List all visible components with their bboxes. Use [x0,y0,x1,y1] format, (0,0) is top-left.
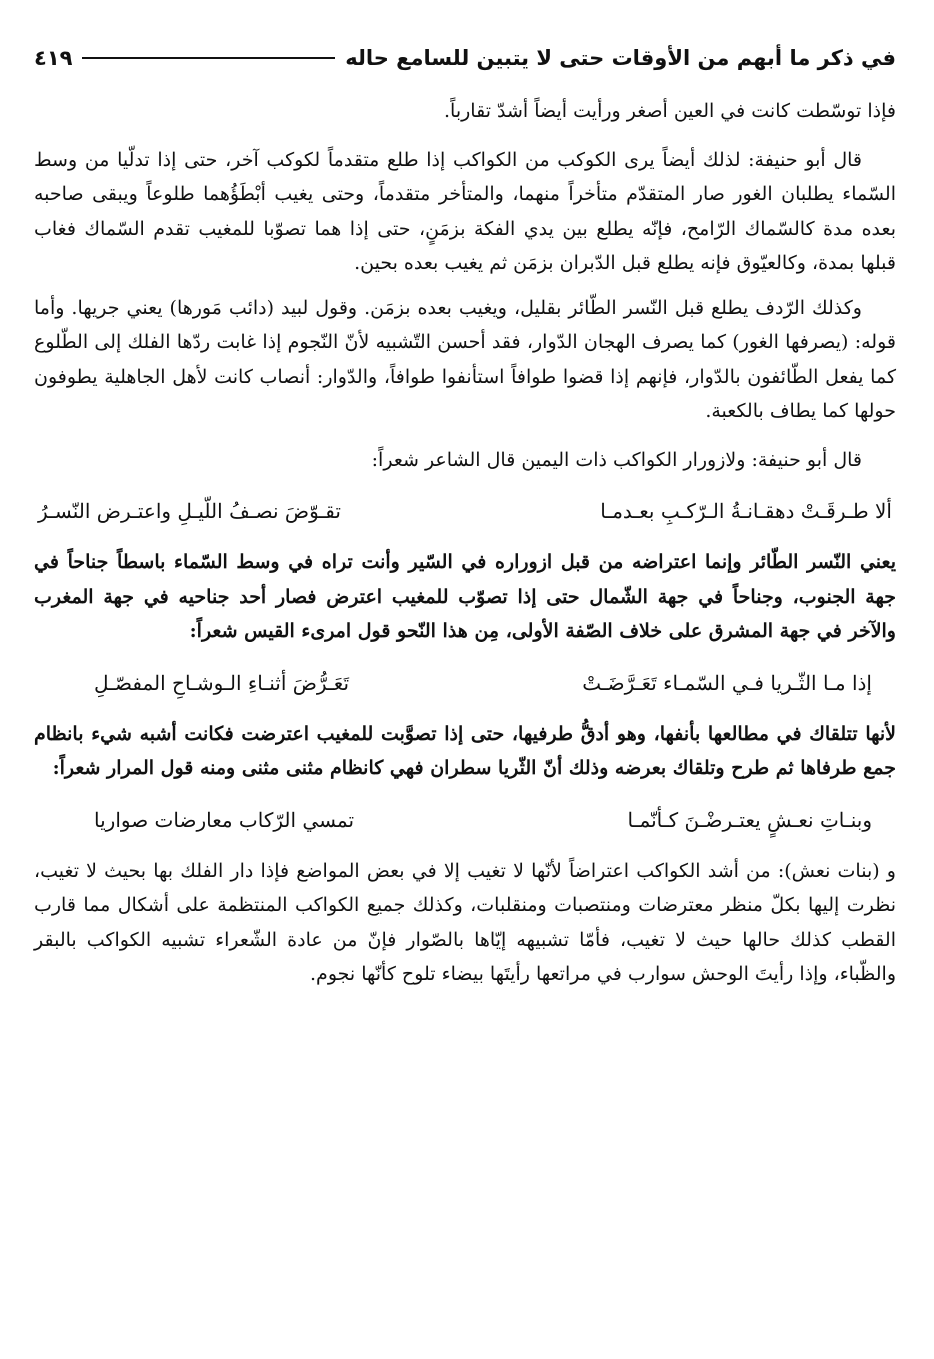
paragraph-gap [34,129,896,143]
paragraph-gap [34,281,896,291]
paragraph-4: قال أبو حنيفة: ولازورار الكواكب ذات اليمين قال الشاعر شعراً: [371,448,862,471]
book-page [34,38,896,992]
running-title: في ذكر ما أبهم من الأوقات حتى لا يتبين للسامع حاله [345,46,896,70]
verse-2-first-hemistich: إذا مـا الثّـريا فـي السّمـاء تَعَـرَّضَـتْ [582,670,872,695]
paragraph-6: لأنها تتلقاك في مطالعها بأنفها، وهو أدقُّ طرفيها، حتى إذا تصوَّبت للمغيب اعترضت فكانت أشبه شيء بانظام جمع طرفاها ثم طرح وتلقاك بعرضه وذلك أنّ الثّريا سطران فهي كانظام مثنى مثنى ومنه قول المرار شعراً: [34,722,896,779]
page-number: ٤١٩ [34,46,73,70]
paragraph-7: و (بنات نعش): من أشد الكواكب اعتراضاً لأنّها لا تغيب إلا في بعض المواضع فإذا دار الفلك بها بحيث لا تغيب، نظرت إليها بكلّ منظر معترضات ومنتصبات ومنقلبات، وكذلك جميع الكواكب المنتظمة على أشكال مما قارب القطب كذلك حالها حيث لا تغيب، فأمّا تشبيهه إيّاها بالصّوار فإنّ من عادة الشّعراء تشبيه الكواكب بالبقر والظّباء، وإذا رأيتَ الوحش سوارب في مراتعها رأيتَها بيضاء تلوح كأنّها نجوم. [34,859,896,985]
verse-1-first-hemistich: ألا طـرقَـتْ دهقـانـةُ الـرّكـبِ بعـدمـا [600,499,892,523]
verse-1 [34,491,896,531]
running-header [34,38,896,78]
paragraph-5: يعني النّسر الطّائر وإنما اعتراضه من قبل ازوراره في السّير وأنت تراه في وسط السّماء باسطاً جناحاً في جهة الجنوب، وجناحاً في جهة الشّمال حتى إذا تصوّب للمغيب اعترض فصار أحد جناحيه في جهة المغرب والآخر في جهة المشرق على خلاف الصّفة الأولى، مِن هذا النّحو قول امرىء القيس شعراً: [34,551,896,642]
verse-3 [34,800,896,840]
paragraph-1: فإذا توسّطت كانت في العين أصغر ورأيت أيضاً أشدّ تقارباً. [444,100,896,122]
paragraph-gap [34,429,896,443]
verse-3-second-hemistich: تمسي الرّكاب معارضات صواريا [94,807,355,832]
paragraph-2: قال أبو حنيفة: لذلك أيضاً يرى الكوكب من الكواكب إذا طلع متقدماً لكوكب آخر، حتى إذا تدلّيا من وسط السّماء يطلبان الغور صار المتقدّم متأخراً منهما، والمتأخر متقدماً، وحتى يغيب أبْطَؤُهما طلوعاً ويبقى صاحبه بعده مدة كالسّماك الرّامح، فإنّه يطلع بين يدي الفكة بزمَنٍ، حتى إذا هما تصوّبا للمغيب تقدم السّماك فغاب قبلها بمدة، وكالعيّوق فإنه يطلع قبل الدّبران بزمَن ثم يغيب بعده بحين. [34,148,896,274]
verse-2 [34,663,896,703]
paragraph-3: وكذلك الرّدف يطلع قبل النّسر الطّائر بقليل، ويغيب بعده بزمَن. وقول لبيد (دائب مَورها) يعني جريها. وأما قوله: (يصرفها الغور) كما يصرف الهجان الدّوار، فقد أحسن التّشبيه لأنّ النّجوم إذا غابت ردّها الفلك إلى الطّلوع كما يفعل الطّائفون بالدّوار، فإنهم إذا قضوا طوافاً استأنفوا طوافاً، والدّوار: أنصاب كانت لأهل الجاهلية يطوفون حولها كما يطاف بالكعبة. [34,296,896,422]
verse-2-second-hemistich: تَعَـرُّضَ أثنـاءِ الـوشـاحِ المفصّـلِ [94,670,350,695]
header-rule [82,57,335,59]
verse-3-first-hemistich: وبنـاتِ نعـشٍ يعتـرضْـنَ كـأنّمـا [627,807,872,832]
verse-1-second-hemistich: تقـوّضَ نصـفُ اللّيـلِ واعتـرض النّسـرُ [38,499,341,523]
